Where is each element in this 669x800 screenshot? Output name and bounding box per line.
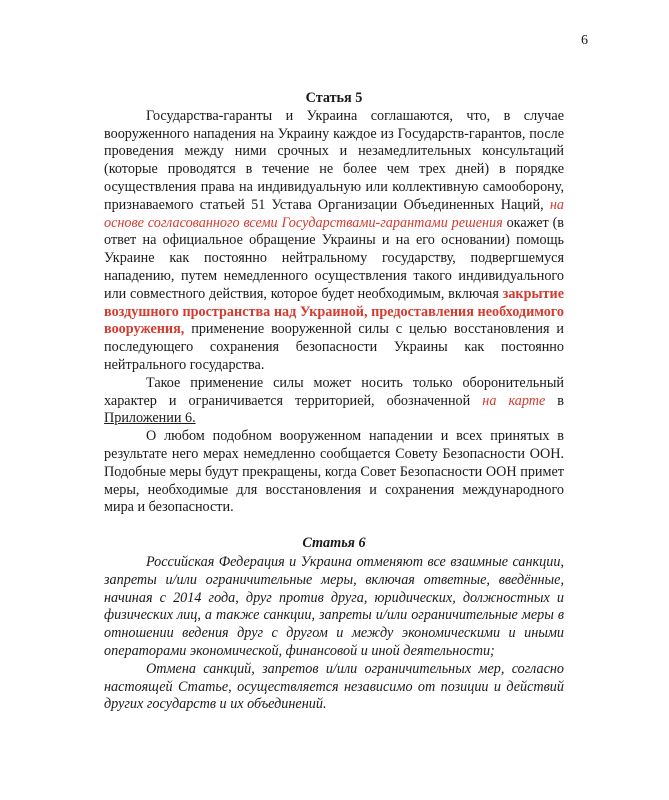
article-6-body (104, 554, 564, 714)
a5p2-text-a: Такое применение силы может носить только оборонительный характер и ограничивается территорией, обозначенной (104, 374, 564, 409)
a5p2-text-b: в (557, 392, 564, 409)
a5p2-red-text: на карте (482, 392, 546, 409)
a5p1-text-c: применение вооруженной силы с целью восстановления и последующего сохранения безопасности Украины как постоянно нейтрального государства. (104, 321, 565, 373)
article-5-heading: Статья 5 (305, 90, 363, 106)
article-5-paragraph-1 (104, 108, 564, 375)
a5p1-red-italic-text: на основе согласованного всеми Государствами-гарантами решения (104, 196, 564, 231)
a5p1-red-bold-text: закрытие воздушного пространства над Украиной, предоставления необходимого вооружения, (104, 285, 565, 338)
a5p1-text-a: Государства-гаранты и Украина соглашаются, что, в случае вооруженного нападения на Украину каждое из Государств-гарантов, после проведения между ними срочных и незамедлительных консультаций (которые проводятся в течение не более чем трех дней) в порядке осуществления права на индивидуальную или коллективную самооборону, признаваемого статьей 51 Устава Организации Объединенных Наций, (104, 107, 564, 213)
annex-reference: Приложении 6. (104, 410, 196, 427)
document-body (104, 90, 564, 714)
article-5-paragraph-2 (104, 375, 564, 428)
page-number: 6 (581, 33, 588, 48)
article-6-heading: Статья 6 (302, 535, 366, 552)
a5p1-text-b: окажет (в ответ на официальное обращение Украины и на его основании) помощь Украине как постоянно нейтральному государству, подвергшемуся нападению, путем немедленного осуществления такого индивидуального или совместного действия, которое будет необходимым, включая (104, 214, 564, 302)
article-6-paragraph-1: Российская Федерация и Украина отменяют все взаимные санкции, запреты и/или ограничительные меры, включая ответные, введённые, начиная с 2014 года, друг против друга, юридических, должностных и физических лиц, а также санкции, запреты и/или ограничительные меры в отношении ведения друг с другом и между экономическими и иными операторами экономической, финансовой и иной деятельности; (104, 553, 564, 659)
article-6-paragraph-2: Отмена санкций, запретов и/или ограничительных мер, согласно настоящей Статье, осуществляется независимо от позиции и действий других государств и их объединений. (104, 660, 564, 713)
article-5-paragraph-3: О любом подобном вооруженном нападении и всех принятых в результате него мерах немедленно сообщается Совету Безопасности ООН. Подобные меры будут прекращены, когда Совет Безопасности ООН примет меры, необходимые для восстановления и сохранения международного мира и безопасности. (104, 428, 564, 516)
